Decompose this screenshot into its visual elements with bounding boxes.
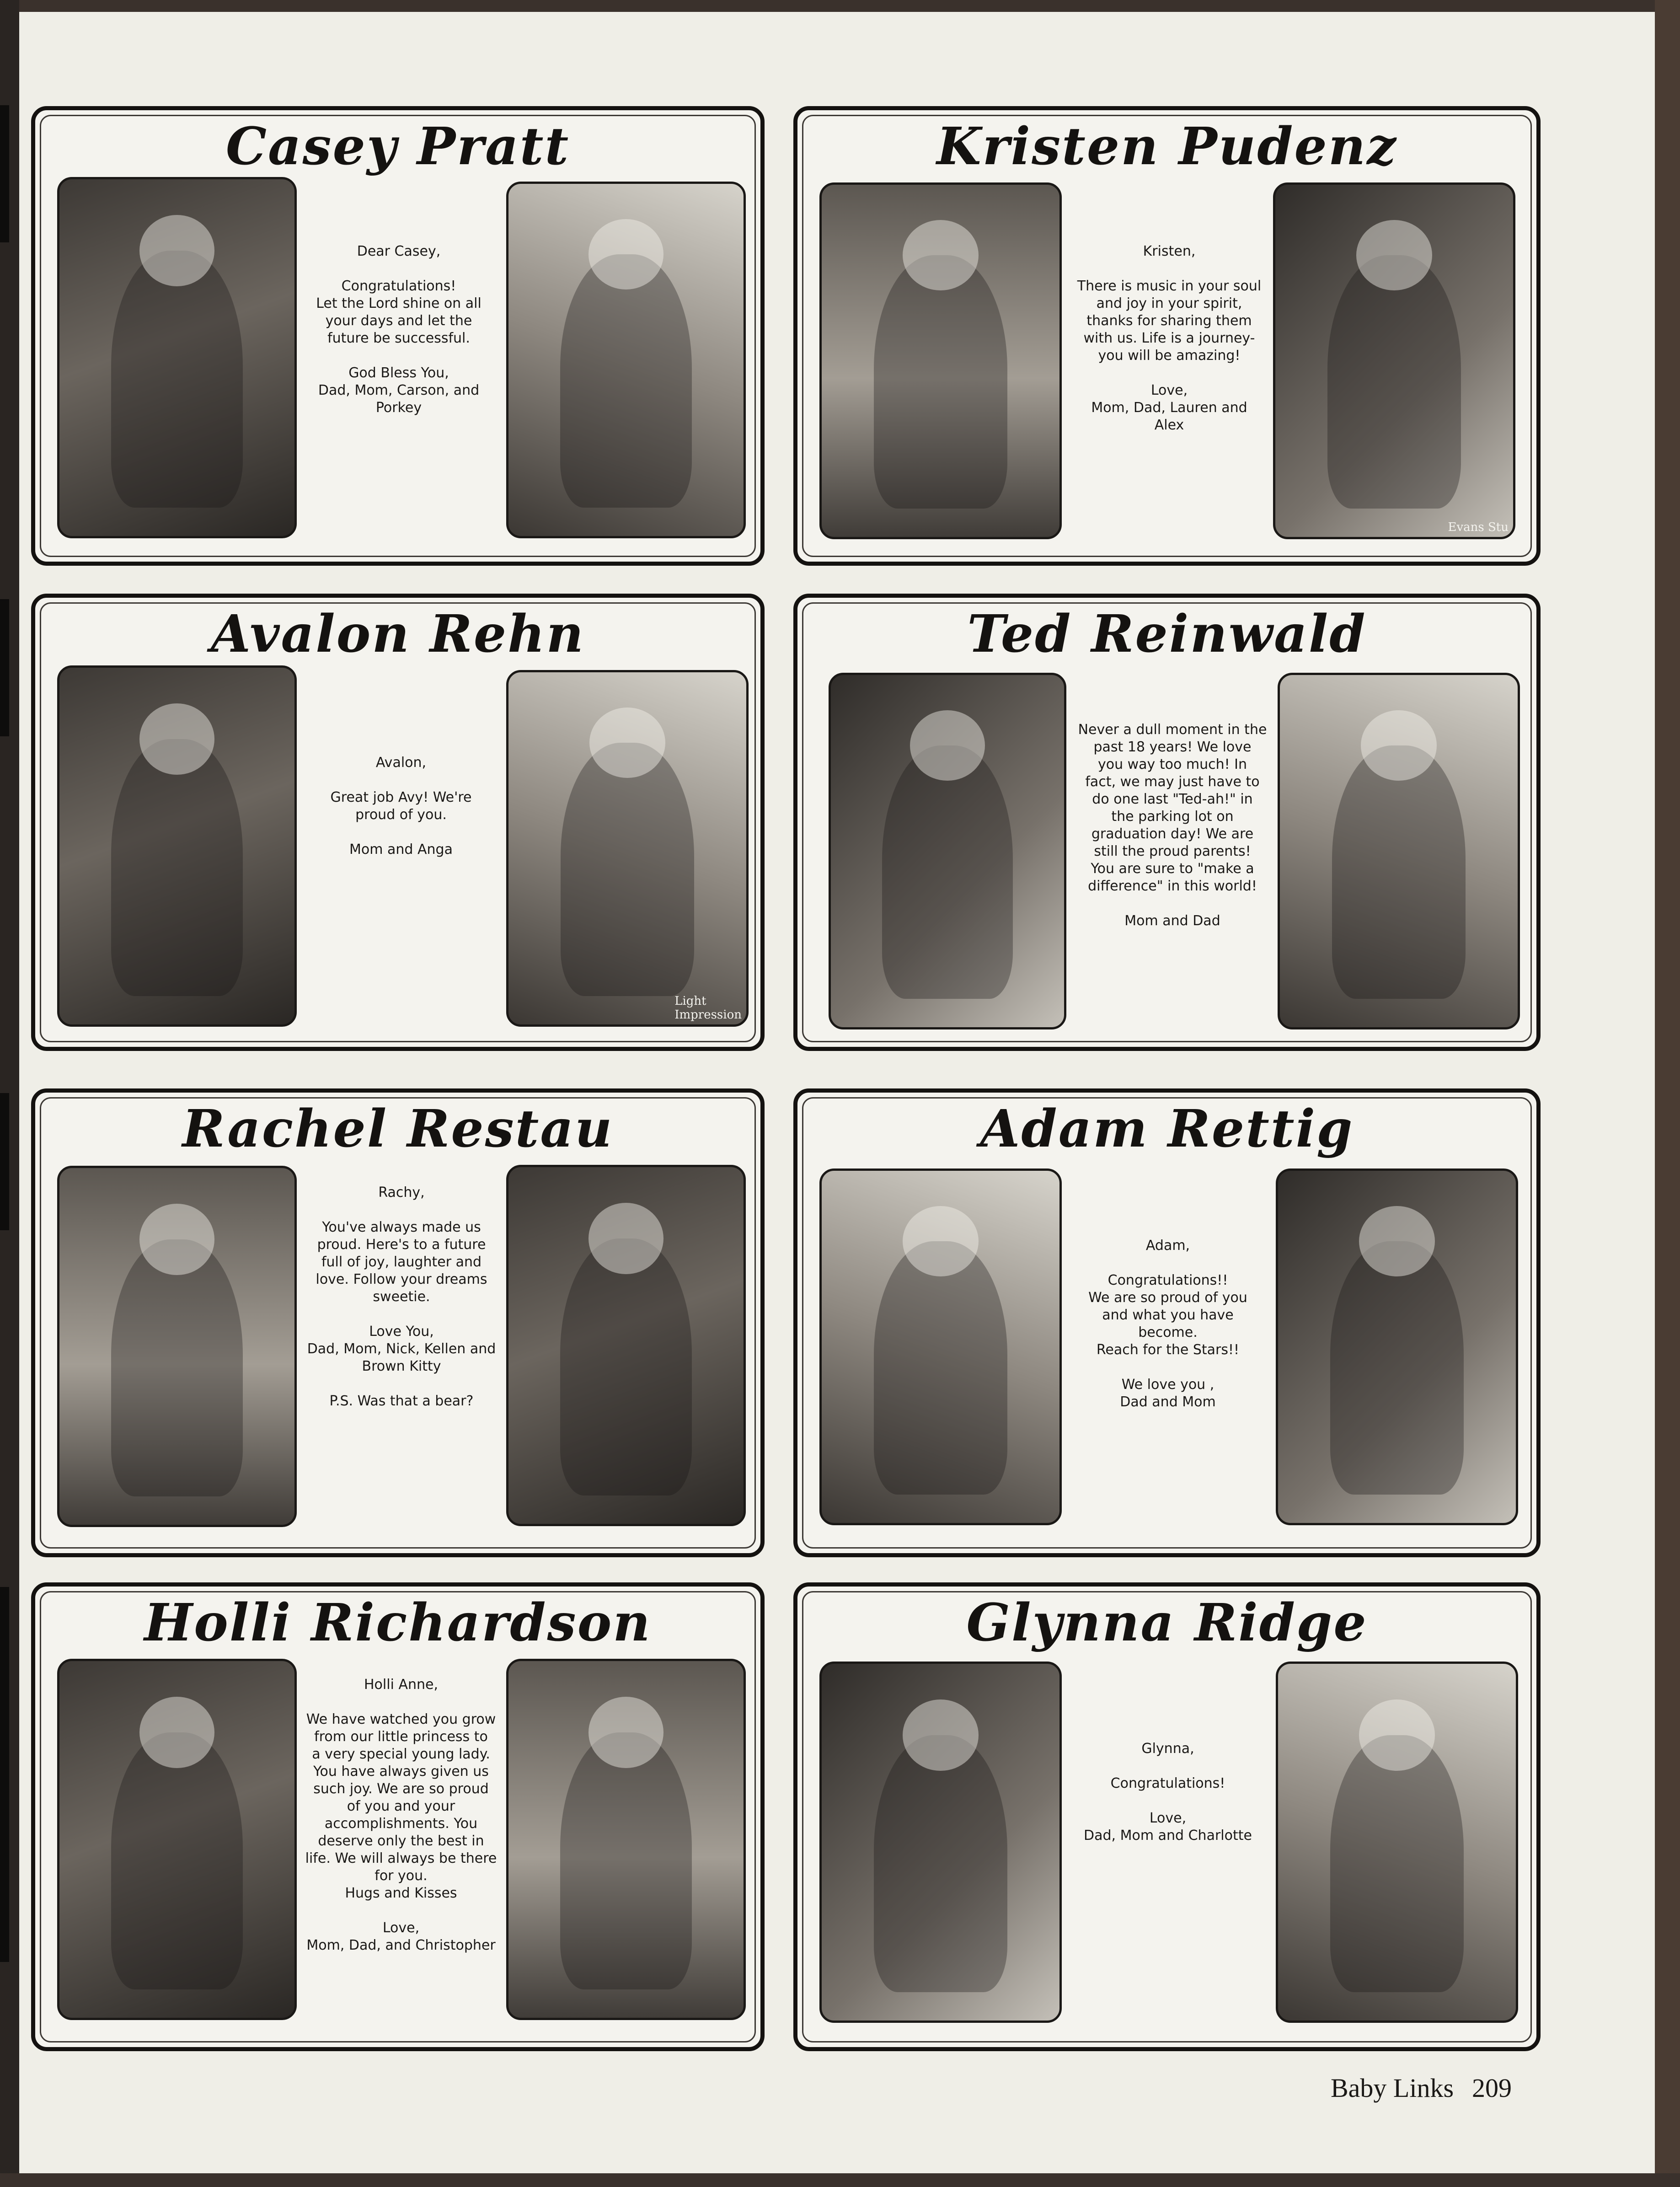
- page-number: 209: [1472, 2073, 1512, 2103]
- page-edge-right: [1655, 0, 1680, 2187]
- page-edge-top: [0, 0, 1680, 12]
- senior-panel-ted-reinwald: [793, 594, 1541, 1051]
- parent-message: Glynna, Congratulations! Love, Dad, Mom and Charlotte: [1084, 1741, 1252, 1844]
- binding-mark: [0, 105, 9, 242]
- page-edge-bottom: [0, 2173, 1680, 2187]
- senior-name: Kristen Pudenz: [936, 117, 1397, 177]
- senior-photo: [506, 182, 746, 538]
- senior-photo: [506, 1659, 746, 2020]
- senior-photo: [1276, 1169, 1518, 1525]
- baby-photo: [819, 1662, 1062, 2023]
- senior-panel-rachel-restau: [31, 1088, 765, 1557]
- baby-photo: [57, 665, 297, 1027]
- senior-name: Rachel Restau: [182, 1099, 614, 1159]
- page-footer: [1331, 2073, 1512, 2103]
- parent-message: Adam, Congratulations!! We are so proud of you and what you have become. Reach for the Stars!! We love you , Dad and Mom: [1088, 1238, 1247, 1410]
- photo-credit: Light Impression: [674, 994, 742, 1022]
- senior-photo: [506, 670, 749, 1027]
- senior-panel-casey-pratt: [31, 106, 765, 566]
- parent-message: Dear Casey, Congratulations! Let the Lord shine on all your days and let the future be successful. God Bless You, Dad, Mom, Carson, and Porkey: [316, 243, 482, 416]
- binding-mark: [0, 1093, 9, 1230]
- senior-panel-kristen-pudenz: [793, 106, 1541, 566]
- section-title: Baby Links: [1331, 2073, 1454, 2103]
- baby-photo: [57, 1659, 297, 2020]
- parent-message: Holli Anne, We have watched you grow from our little princess to a very special young lady. You have always given us such joy. We are so proud of you and your accomplishments. You deserve only the best in life. We will always be there for you. Hugs and Kisses Love, Mom, Dad, and Christopher: [305, 1677, 497, 1953]
- binding-mark: [0, 1587, 9, 1962]
- parent-message: Avalon, Great job Avy! We're proud of you. Mom and Anga: [330, 755, 472, 858]
- senior-photo: [1276, 1662, 1518, 2023]
- senior-photo: [1273, 182, 1515, 539]
- senior-photo: [506, 1165, 746, 1526]
- binding-mark: [0, 599, 9, 736]
- senior-name: Adam Rettig: [980, 1099, 1354, 1159]
- photo-credit: Evans Stu: [1448, 520, 1509, 534]
- senior-panel-glynna-ridge: [793, 1582, 1541, 2051]
- senior-name: Casey Pratt: [225, 117, 570, 177]
- baby-photo: [829, 673, 1066, 1029]
- baby-photo: [57, 1166, 297, 1527]
- parent-message: Kristen, There is music in your soul and joy in your spirit, thanks for sharing them with us. Life is a journey- you will be amazing! Love, Mom, Dad, Lauren and Alex: [1077, 243, 1262, 433]
- senior-name: Ted Reinwald: [967, 604, 1367, 664]
- senior-panel-holli-richardson: [31, 1582, 765, 2051]
- senior-name: Glynna Ridge: [966, 1593, 1368, 1653]
- senior-panel-avalon-rehn: [31, 594, 765, 1051]
- baby-photo: [819, 1169, 1062, 1525]
- parent-message: Rachy, You've always made us proud. Here's to a future full of joy, laughter and love. Follow your dreams sweetie. Love You, Dad, Mom, Nick, Kellen and Brown Kitty P.S. Was that a bear?: [307, 1185, 496, 1409]
- senior-panel-adam-rettig: [793, 1088, 1541, 1557]
- baby-photo: [57, 177, 297, 538]
- senior-name: Holli Richardson: [144, 1593, 652, 1653]
- parent-message: Never a dull moment in the past 18 years! We love you way too much! In fact, we may just have to do one last "Ted-ah!" in the parking lot on graduation day! We are still the proud parents! You are sure to "make a difference" in this world! Mom and Dad: [1078, 722, 1267, 929]
- baby-photo: [819, 182, 1062, 539]
- senior-name: Avalon Rehn: [211, 604, 585, 664]
- senior-photo: [1278, 673, 1520, 1029]
